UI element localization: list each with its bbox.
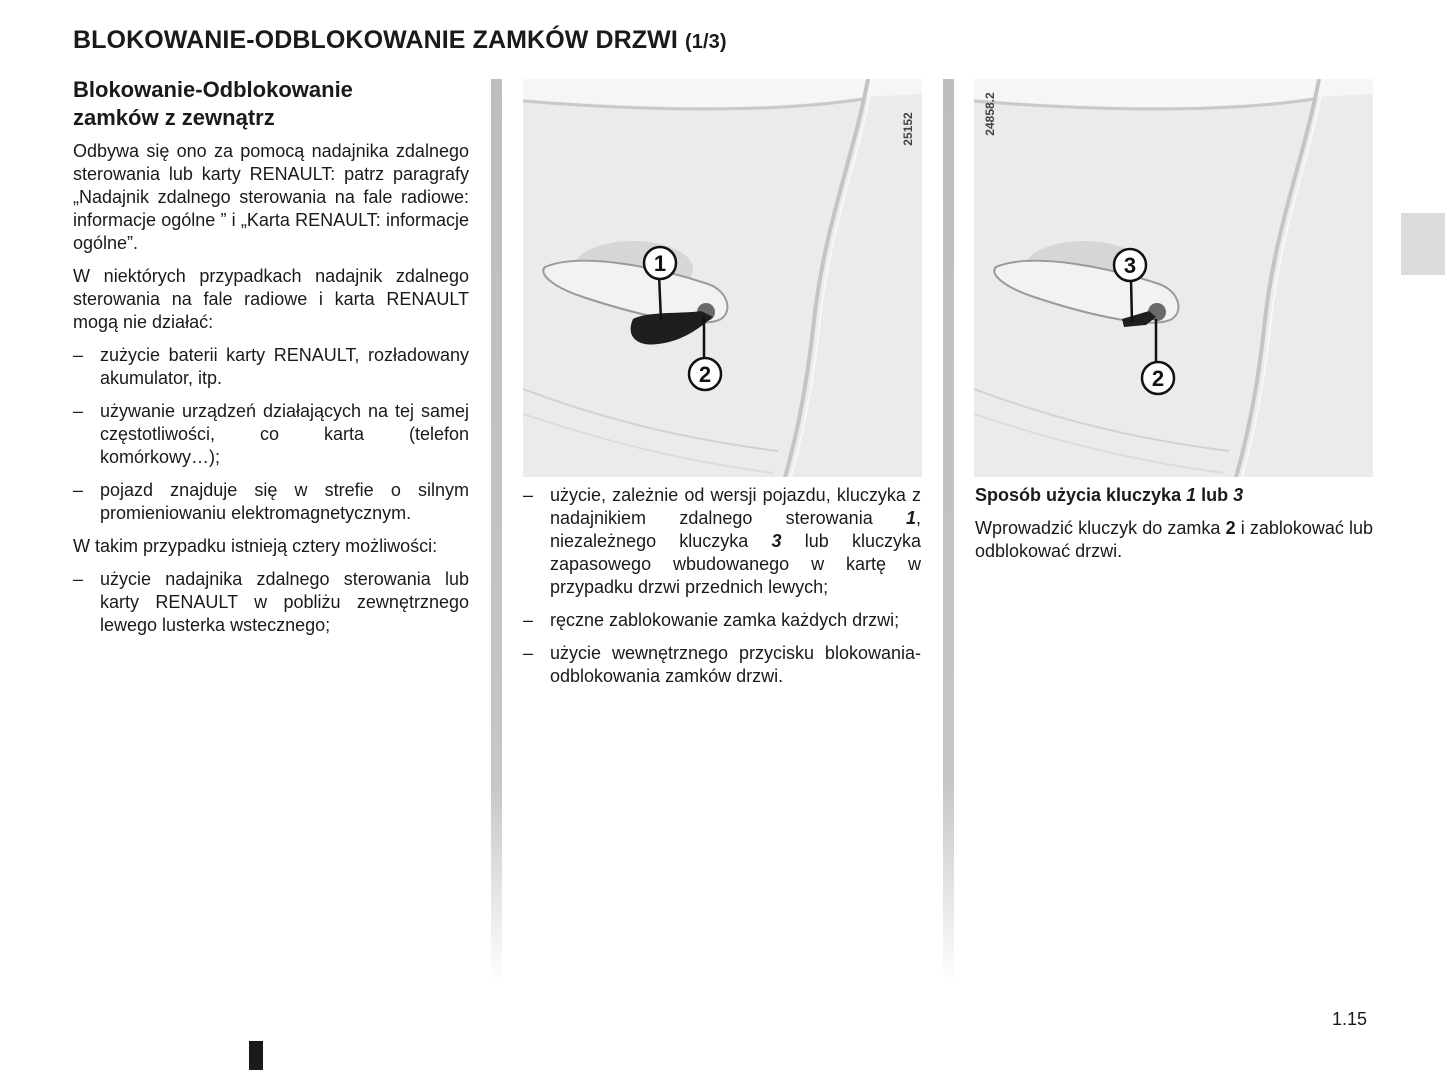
figure-code: 25152: [901, 112, 915, 146]
instruction-text: i zablokować lub odblokować drzwi.: [975, 518, 1374, 561]
callout-label: 2: [698, 362, 712, 387]
section-heading-line1: Blokowanie-Odblokowanie: [73, 77, 353, 102]
callout-label: 1: [653, 251, 667, 276]
instruction-text: Wprowadzić kluczyk do zamka: [975, 518, 1226, 538]
list-item-text: , niezależnego kluczyka: [550, 508, 921, 551]
column-middle: [523, 484, 921, 698]
column-right: [975, 484, 1373, 573]
options-list-continued: [523, 484, 921, 688]
options-paragraph: W takim przypadku istnieją cztery możliwości:: [73, 536, 438, 556]
section-heading-line2: zamków z zewnątrz: [73, 105, 275, 130]
failure-paragraph: W niektórych przypadkach nadajnik zdalnego sterowania na fale radiowe i karta RENAULT mogą nie działać:: [73, 266, 469, 332]
key-number-ref: 3: [771, 531, 782, 551]
intro-paragraph: Odbywa się ono za pomocą nadajnika zdalnego sterowania lub karty RENAULT: patrz paragrafy „Nadajnik zdalnego sterowania na fale radiowe: informacje ogólne ” i „Karta RENAULT: informacje ogólne”.: [73, 141, 469, 253]
bullet-dash: –: [73, 480, 84, 500]
page-number: 1.15: [1332, 1009, 1368, 1029]
list-item: [523, 609, 921, 632]
list-item: [73, 479, 469, 525]
list-item-text: zużycie baterii karty RENAULT, rozładowany akumulator, itp.: [100, 345, 469, 388]
key-number-ref: 3: [1233, 485, 1244, 505]
chapter-tab: [1401, 213, 1445, 275]
bullet-dash: –: [523, 643, 534, 663]
column-left: [73, 76, 469, 647]
figure-caption: [975, 484, 1373, 507]
key-number-ref: 1: [905, 508, 916, 528]
door-illustration-1: [523, 79, 922, 477]
list-item-text: użycie wewnętrznego przycisku blokowania-odblokowania zamków drzwi.: [550, 643, 921, 686]
list-item: [73, 344, 469, 390]
page-title: [73, 26, 727, 55]
lock-number-ref: 2: [1225, 518, 1236, 538]
column-divider: [491, 79, 502, 984]
figure-door-handle-independent-key: [974, 79, 1373, 477]
callout-label: 2: [1151, 366, 1165, 391]
list-item: [523, 642, 921, 688]
section-heading: [73, 76, 469, 132]
list-item: [523, 484, 921, 599]
bullet-dash: –: [73, 569, 84, 589]
list-item-text: lub kluczyka zapasowego wbudowanego w kartę w przypadku drzwi przednich lewych;: [550, 531, 922, 597]
caption-text: Sposób użycia kluczyka: [975, 485, 1187, 505]
bullet-dash: –: [73, 401, 84, 421]
figure-code: 24858.2: [983, 92, 997, 136]
failure-list: [73, 344, 469, 525]
bullet-dash: –: [523, 485, 534, 505]
list-item-text: użycie nadajnika zdalnego sterowania lub karty RENAULT w pobliżu zewnętrznego lewego lusterka wstecznego;: [100, 569, 469, 635]
list-item: [73, 568, 469, 637]
page-title-text: BLOKOWANIE-ODBLOKOWANIE ZAMKÓW DRZWI: [73, 26, 678, 54]
figure-door-handle-remote-key: [523, 79, 922, 477]
list-item: [73, 400, 469, 469]
caption-text: lub: [1196, 485, 1234, 505]
bullet-dash: –: [523, 610, 534, 630]
instruction-paragraph: [975, 517, 1373, 563]
list-item-text: używanie urządzeń działających na tej samej częstotliwości, co karta (telefon komórkowy…);: [100, 401, 469, 467]
list-item-text: ręczne zablokowanie zamka każdych drzwi;: [550, 610, 900, 630]
list-item-text: użycie, zależnie od wersji pojazdu, kluczyka z nadajnikiem zdalnego sterowania: [550, 485, 921, 528]
key-number-ref: 1: [1186, 485, 1197, 505]
column-divider: [943, 79, 954, 984]
door-illustration-2: [974, 79, 1373, 477]
list-item-text: pojazd znajduje się w strefie o silnym promieniowaniu elektromagnetycznym.: [100, 480, 469, 523]
print-mark: [249, 1041, 263, 1070]
page-part-indicator: (1/3): [684, 31, 727, 53]
bullet-dash: –: [73, 345, 84, 365]
options-list: [73, 568, 469, 637]
callout-label: 3: [1123, 253, 1137, 278]
